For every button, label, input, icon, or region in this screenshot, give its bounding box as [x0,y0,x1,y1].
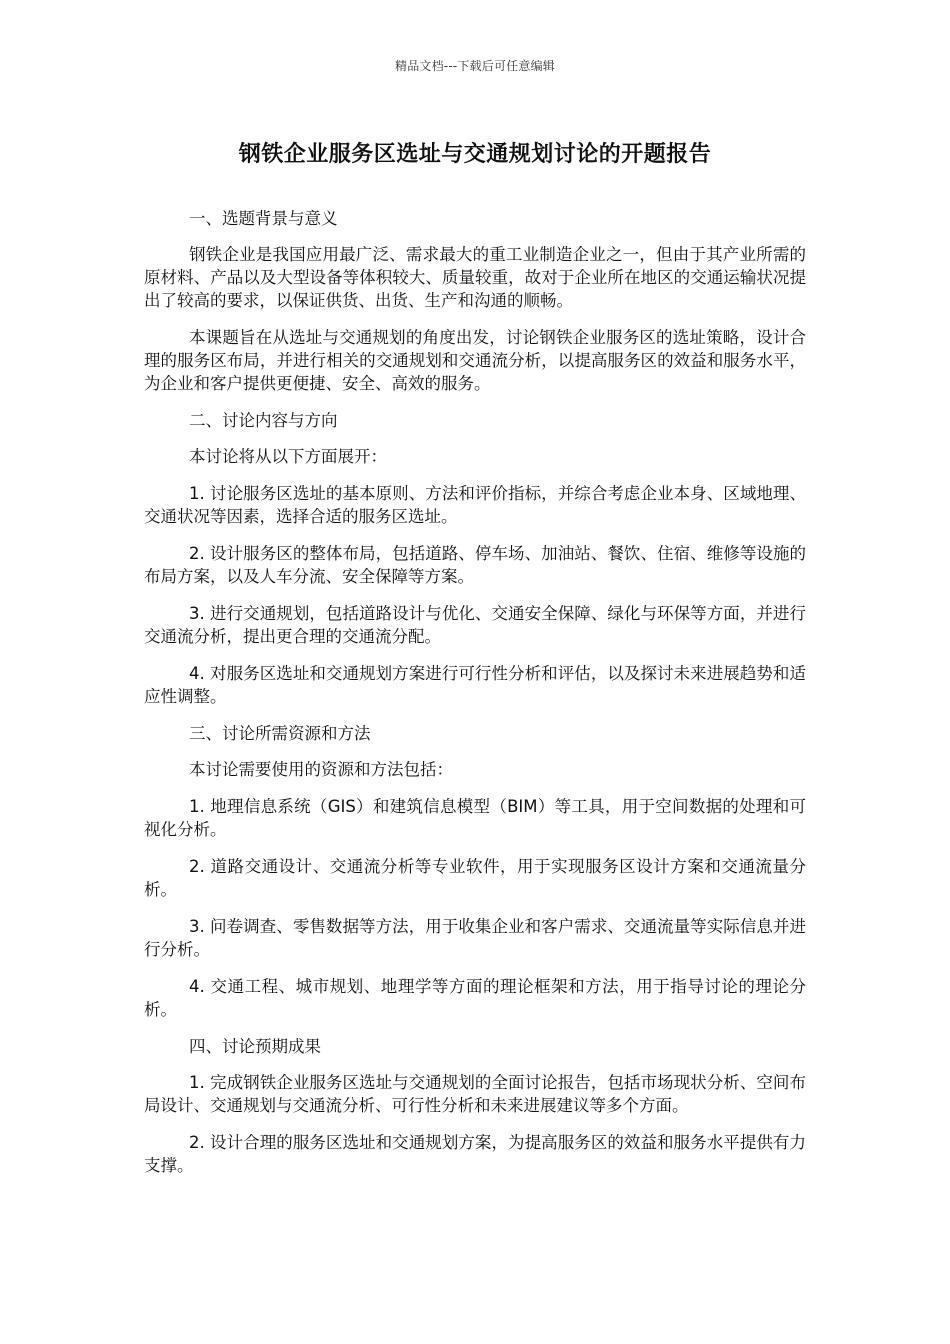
document-title: 钢铁企业服务区选址与交通规划讨论的开题报告 [238,142,712,167]
section-heading-background: 一、选题背景与意义 [189,209,338,228]
list-item: 1. 完成钢铁企业服务区选址与交通规划的全面讨论报告，包括市场现状分析、空间布局设计、交通规划与交通流分析、可行性分析和未来进展建议等多个方面。 [144,1073,806,1115]
body-paragraph: 本讨论需要使用的资源和方法包括： [189,760,453,779]
document-header-note: 精品文档---下载后可任意编辑 [395,59,555,73]
list-item: 2. 道路交通设计、交通流分析等专业软件，用于实现服务区设计方案和交通流量分析。 [144,857,806,899]
document-body [144,207,806,1191]
list-item: 4. 对服务区选址和交通规划方案进行可行性分析和评估，以及探讨未来进展趋势和适应性调整。 [144,664,806,706]
list-item: 3. 问卷调查、零售数据等方法，用于收集企业和客户需求、交通流量等实际信息并进行分析。 [144,917,806,959]
list-item: 1. 地理信息系统（GIS）和建筑信息模型（BIM）等工具，用于空间数据的处理和可视化分析。 [144,797,806,839]
list-item: 4. 交通工程、城市规划、地理学等方面的理论框架和方法，用于指导讨论的理论分析。 [144,977,806,1019]
section-heading-outcomes: 四、讨论预期成果 [189,1037,321,1056]
body-paragraph: 本讨论将从以下方面展开： [189,447,387,466]
list-item: 2. 设计合理的服务区选址和交通规划方案，为提高服务区的效益和服务水平提供有力支撑。 [144,1133,806,1175]
section-heading-content: 二、讨论内容与方向 [189,411,338,430]
body-paragraph: 本课题旨在从选址与交通规划的角度出发，讨论钢铁企业服务区的选址策略，设计合理的服务区布局，并进行相关的交通规划和交通流分析，以提高服务区的效益和服务水平，为企业和客户提供更便捷、安全、高效的服务。 [144,328,806,393]
list-item: 1. 讨论服务区选址的基本原则、方法和评价指标，并综合考虑企业本身、区域地理、交通状况等因素，选择合适的服务区选址。 [144,484,806,526]
body-paragraph: 钢铁企业是我国应用最广泛、需求最大的重工业制造企业之一，但由于其产业所需的原材料、产品以及大型设备等体积较大、质量较重，故对于企业所在地区的交通运输状况提出了较高的要求，以保证供货、出货、生产和沟通的顺畅。 [144,245,806,310]
list-item: 3. 进行交通规划，包括道路设计与优化、交通安全保障、绿化与环保等方面，并进行交通流分析，提出更合理的交通流分配。 [144,604,806,646]
list-item: 2. 设计服务区的整体布局，包括道路、停车场、加油站、餐饮、住宿、维修等设施的布局方案，以及人车分流、安全保障等方案。 [144,544,806,586]
section-heading-resources: 三、讨论所需资源和方法 [189,724,371,743]
